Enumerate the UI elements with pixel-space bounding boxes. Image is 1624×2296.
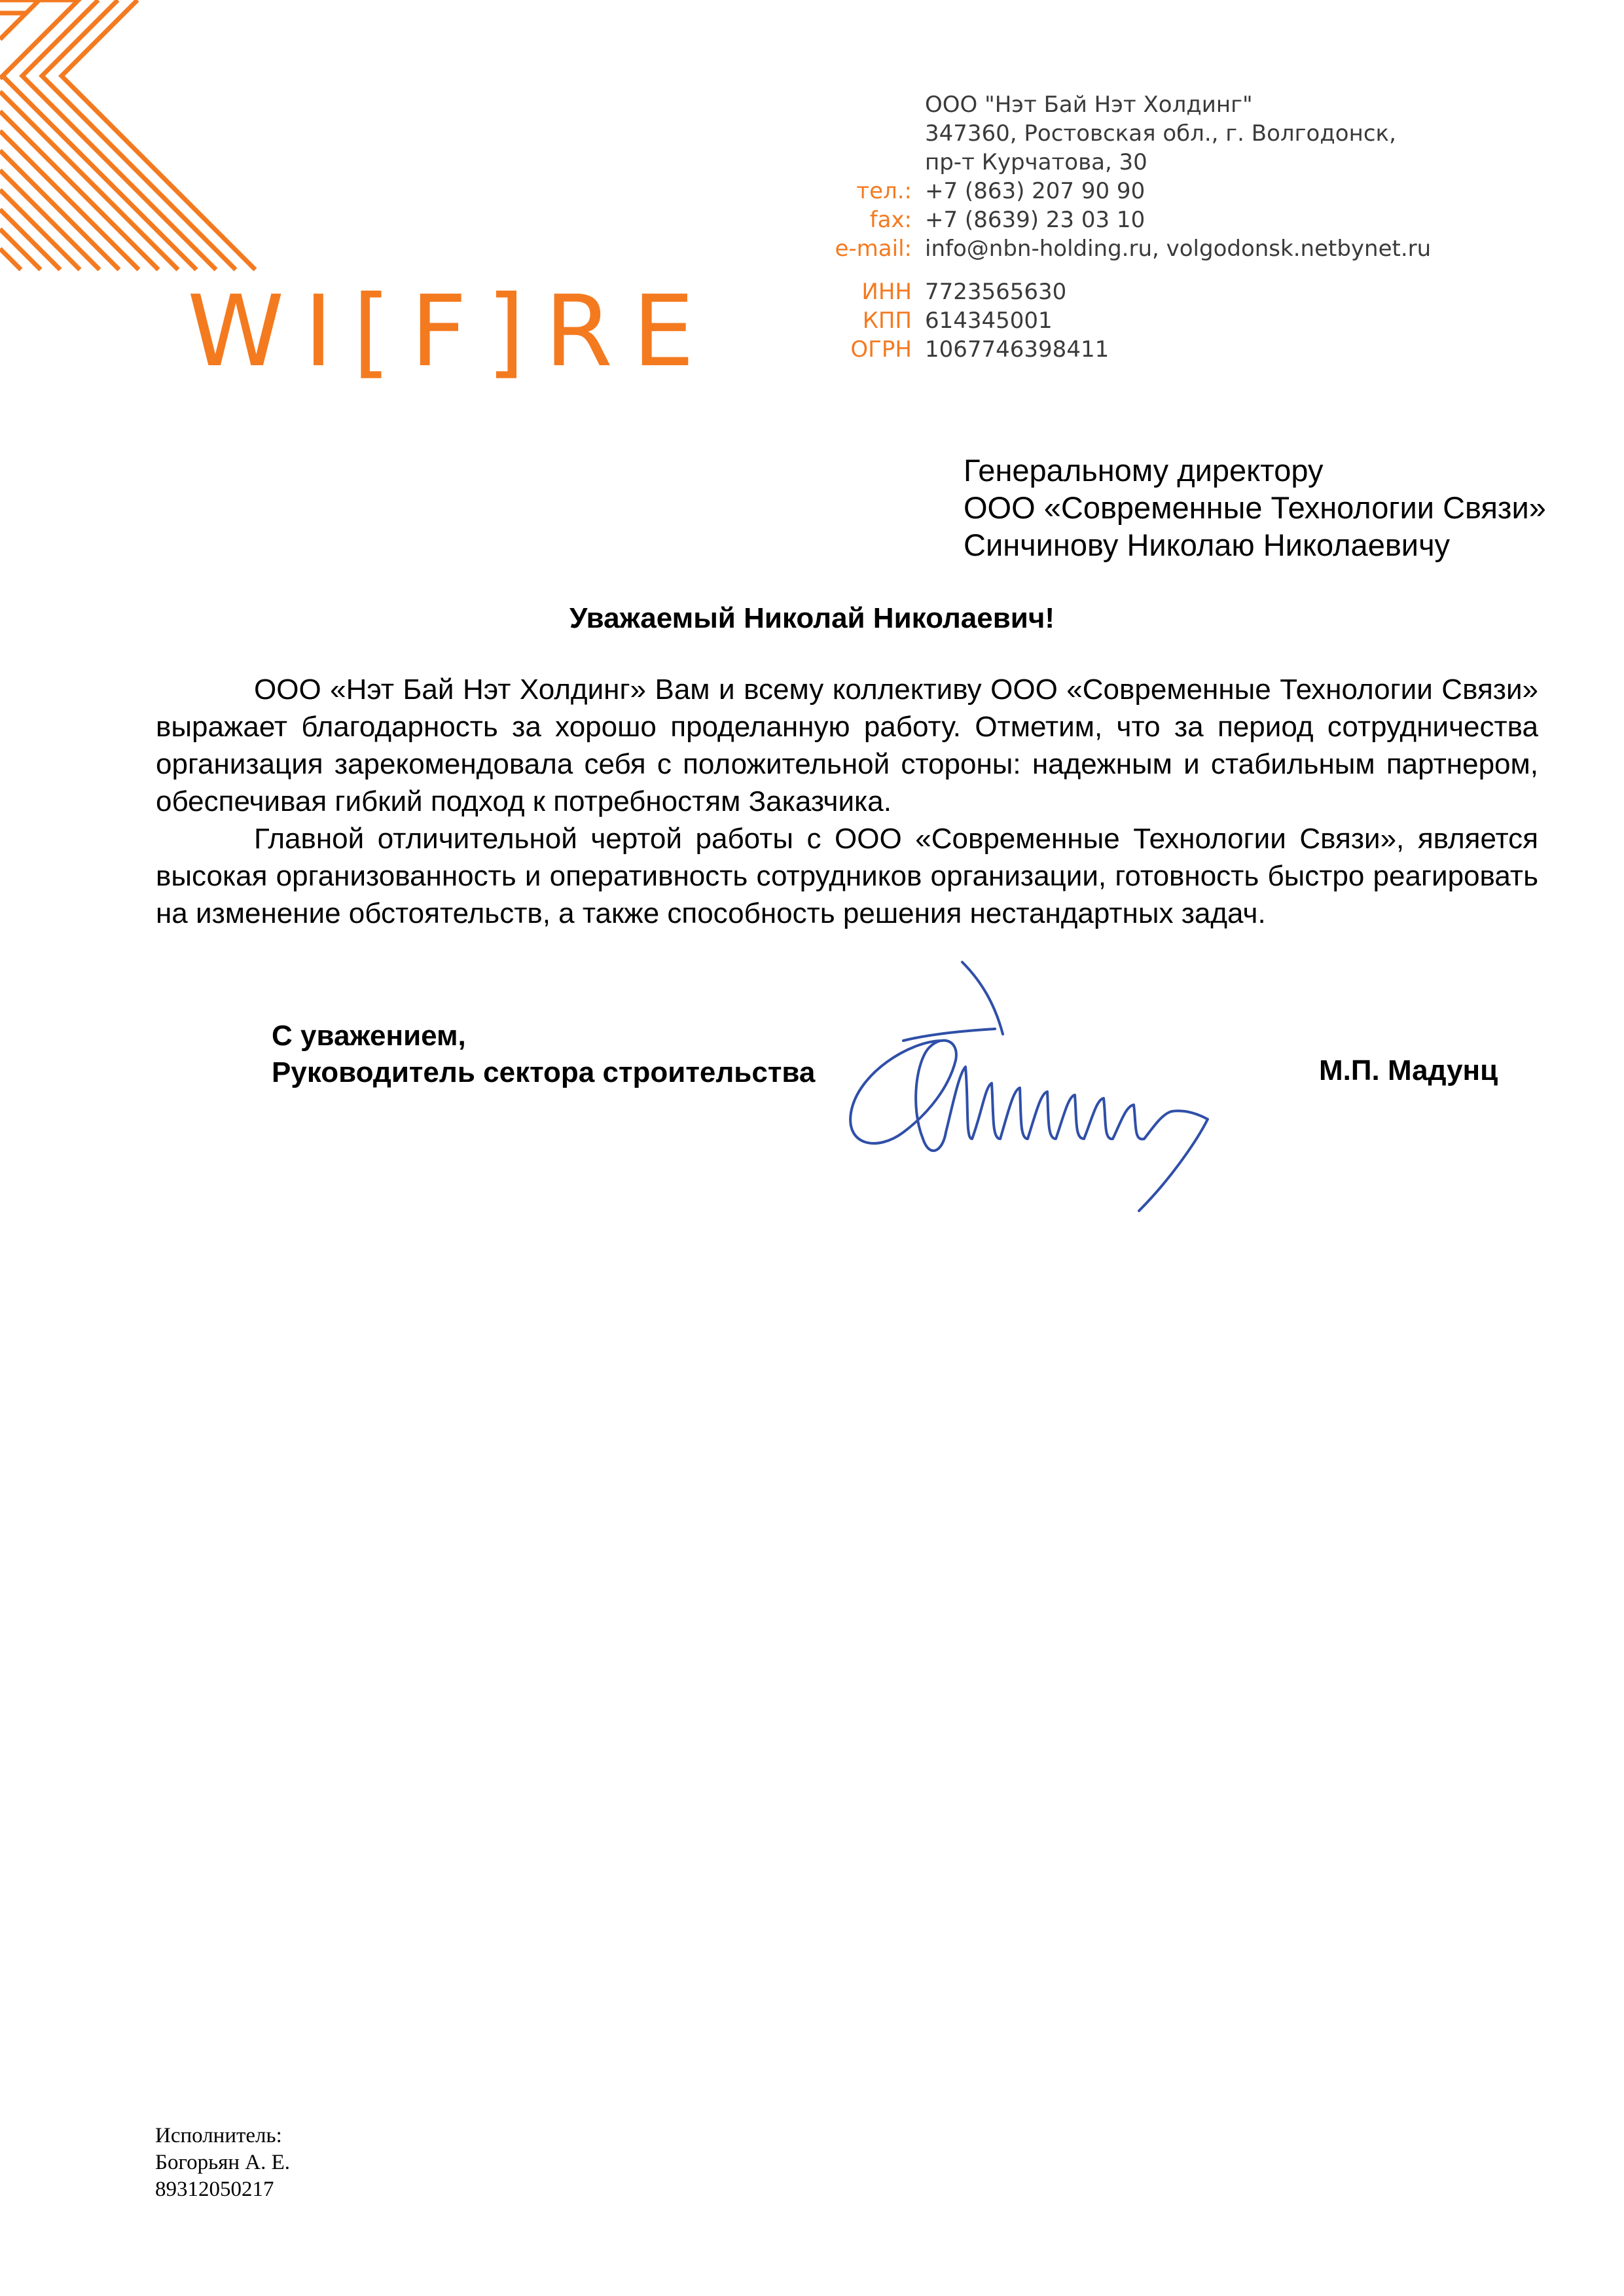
email-label: e-mail: [835,236,912,262]
decorative-chevron-stripes [0,0,367,275]
handwritten-signature [831,942,1250,1230]
addressee-line-1: Генеральному директору [964,453,1324,488]
company-details [821,90,1607,364]
executor-name: Богорьян А. Е. [155,2151,291,2174]
company-email: info@nbn-holding.ru, volgodonsk.netbynet.ru [925,236,1432,262]
executor-label: Исполнитель: [155,2124,282,2147]
fax-label: fax: [869,207,912,233]
addressee-line-2: ООО «Современные Технологии Связи» [964,490,1546,525]
addressee-line-3: Синчинову Николаю Николаевичу [964,528,1451,562]
executor-block [155,2123,290,2203]
signer-position: Руководитель сектора строительства [272,1056,816,1088]
company-address-line1: 347360, Ростовская обл., г. Волгодонск, [925,120,1396,147]
company-address-line2: пр-т Курчатова, 30 [925,149,1147,175]
addressee-block [964,452,1546,564]
company-name: ООО "Нэт Бай Нэт Холдинг" [925,92,1253,118]
company-ogrn: 1067746398411 [925,336,1110,363]
phone-label: тел.: [856,178,912,204]
kpp-label: КПП [862,308,912,334]
signer-name: М.П. Мадунц [1319,1054,1498,1086]
body-paragraph-2: Главной отличительной чертой работы с ООО «Современные Технологии Связи», является высокая организованность и оперативность сотрудников организации, готовность быстро реагировать на изменение обстоятельств, а также способность решения нестандартных задач. [156,823,1538,929]
company-inn: 7723565630 [925,279,1067,305]
company-phone: +7 (863) 207 90 90 [925,178,1146,204]
body-paragraph-1: ООО «Нэт Бай Нэт Холдинг» Вам и всему коллективу ООО «Современные Технологии Связи» выражает благодарность за хорошо проделанную работу. Отметим, что за период сотрудничества организация зарекомендовала себя с положительной стороны: надежным и стабильным партнером, обеспечивая гибкий подход к потребностям Заказчика. [156,673,1538,817]
executor-phone: 89312050217 [155,2178,274,2201]
closing-regards: С уважением, [272,1020,466,1052]
wifire-logo: WI[F]RE [187,275,714,389]
company-fax: +7 (8639) 23 03 10 [925,207,1146,233]
inn-label: ИНН [861,279,912,305]
greeting: Уважаемый Николай Николаевич! [569,602,1055,634]
closing-block [272,1018,815,1091]
letter-body [156,671,1538,932]
ogrn-label: ОГРН [850,336,912,363]
company-kpp: 614345001 [925,308,1053,334]
